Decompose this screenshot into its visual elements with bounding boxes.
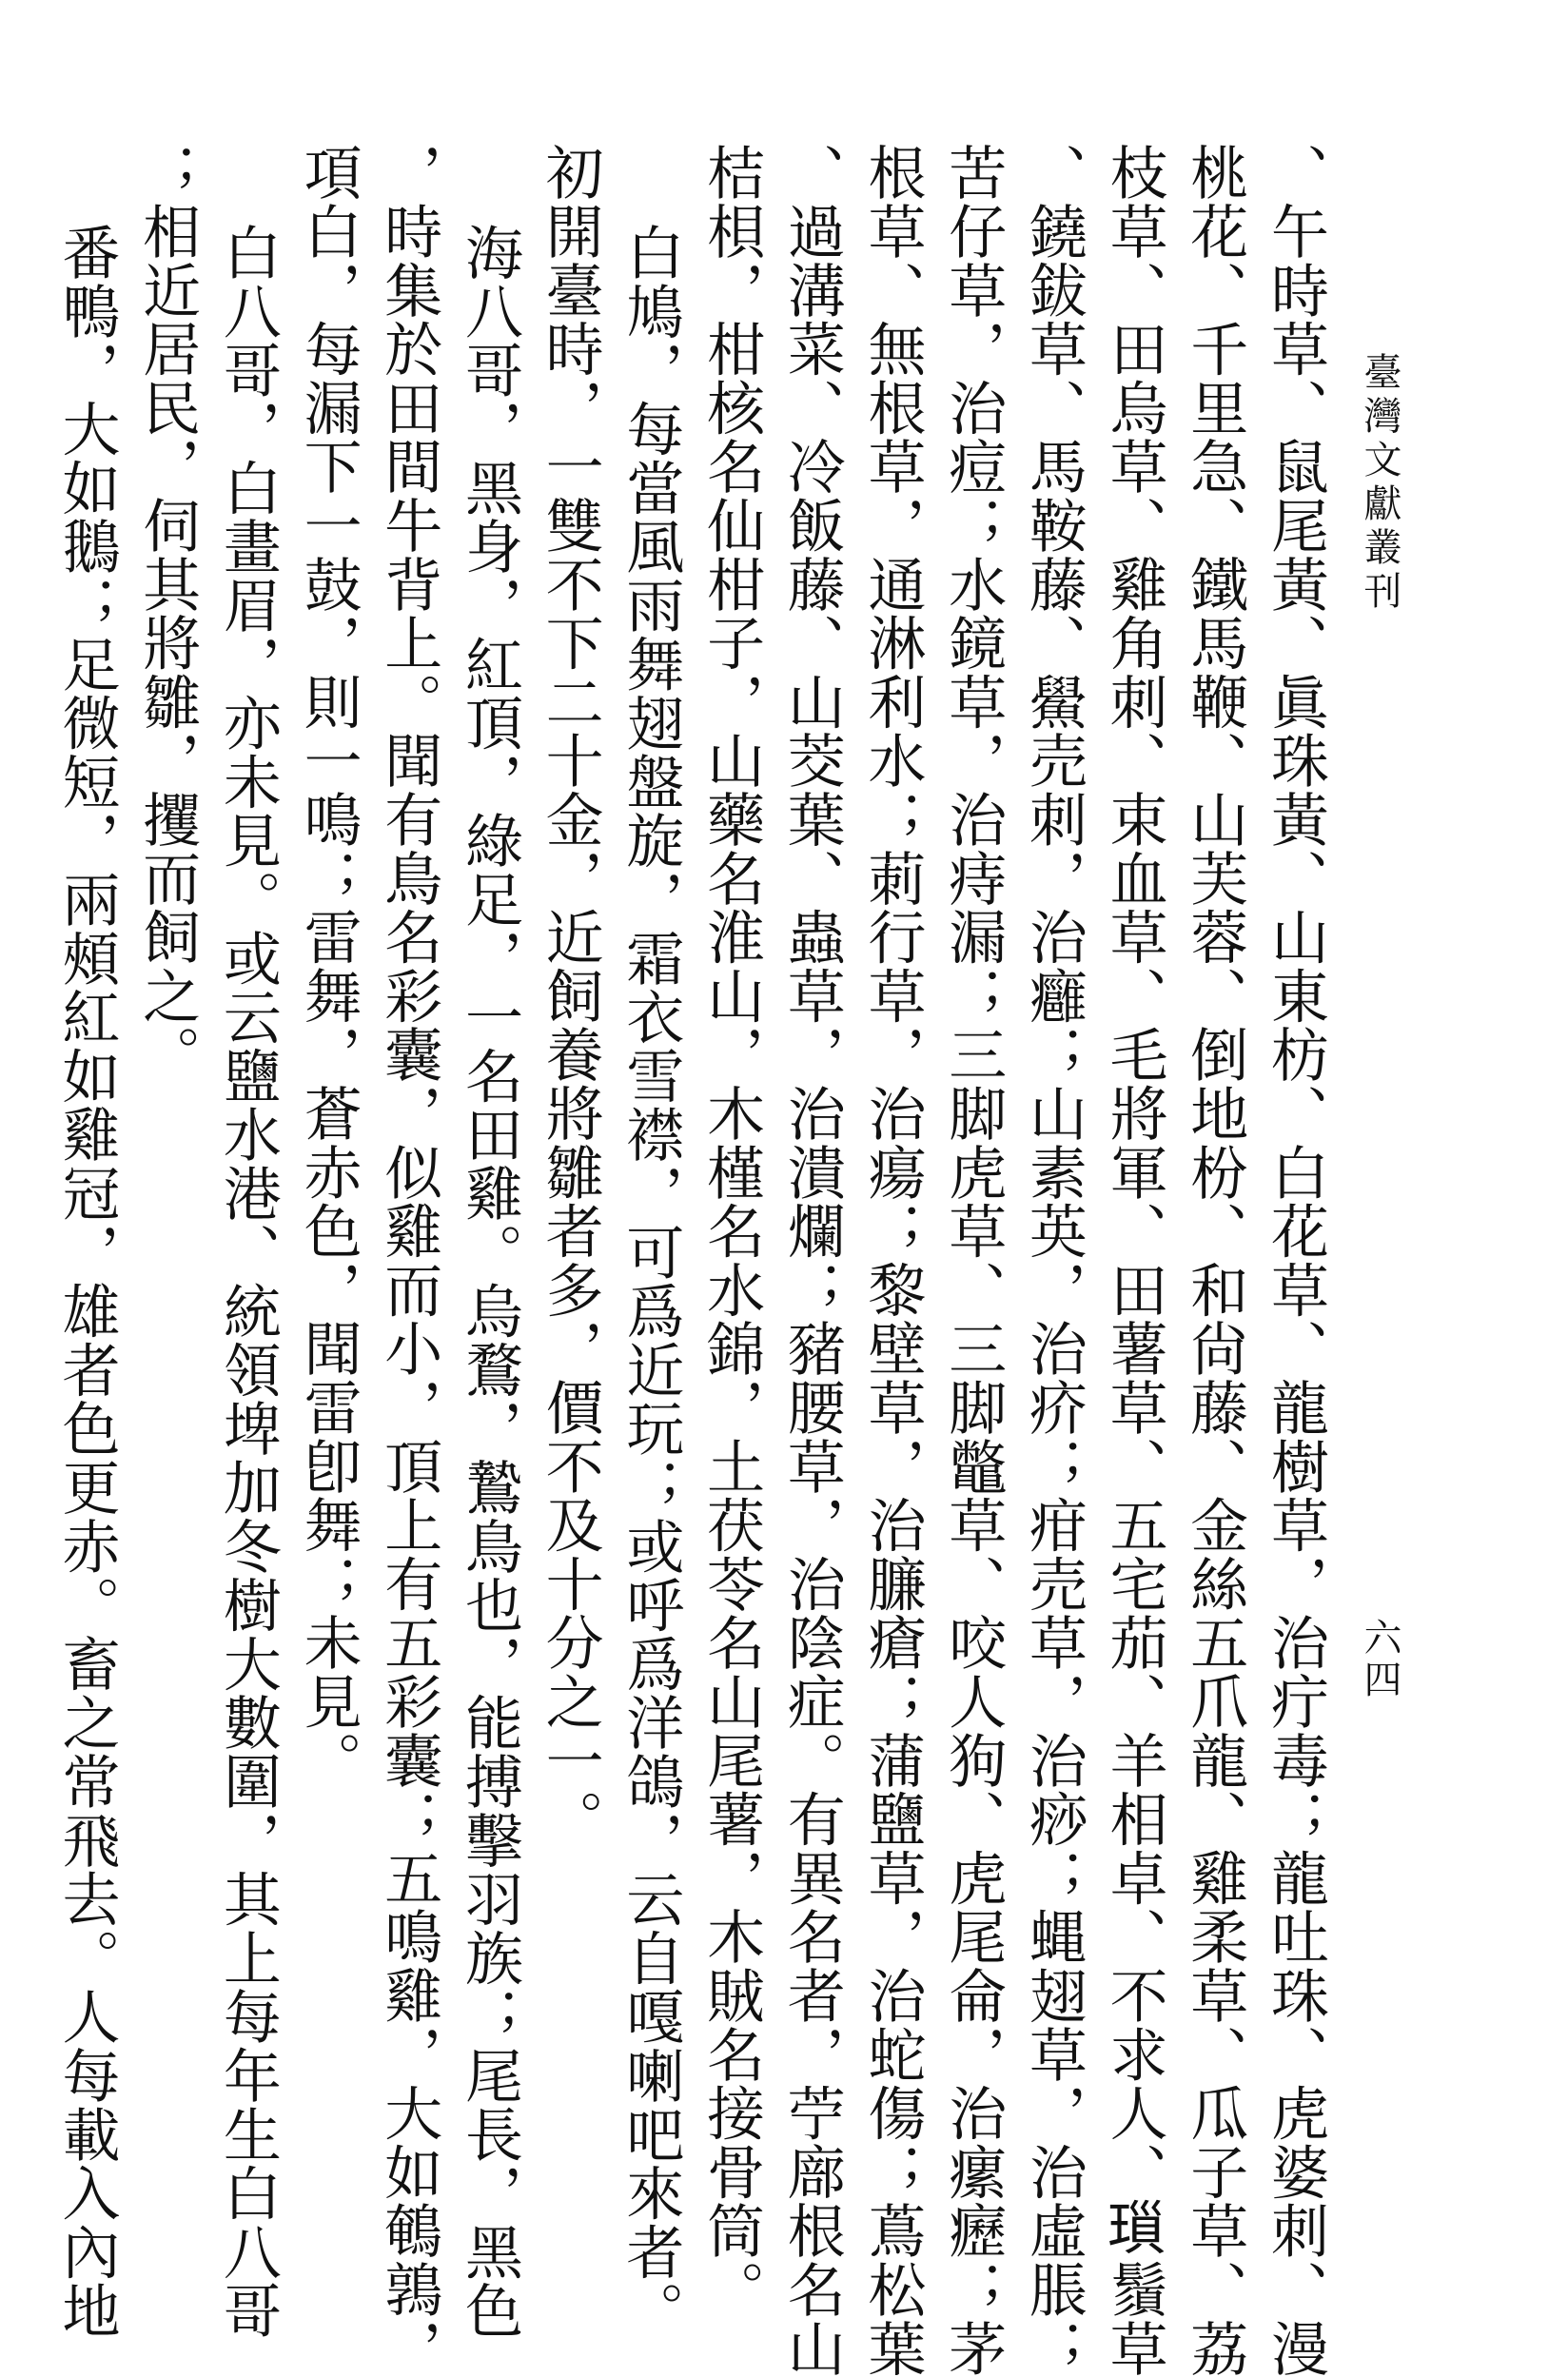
text-column: 白鳩，每當風雨舞翅盤旋，霜衣雪襟，可爲近玩；或呼爲洋鴿，云自嘎喇吧來者。 (617, 223, 685, 2340)
text-column: 根草、無根草，通淋利水；莿行草，治瘍；黎壁草，治臁瘡；蒲鹽草，治蛇傷；蔦松葉 (858, 143, 927, 2377)
text-column: 白八哥，白畫眉，亦未見。或云鹽水港、統領埤加冬樹大數圍，其上每年生白八哥 (213, 223, 282, 2340)
text-column: 桃花、千里急、鐵馬鞭、山芙蓉、倒地枌、和尙藤、金絲五爪龍、雞柔草、瓜子草、荔 (1181, 143, 1249, 2377)
text-column: ；相近居民，伺其將雛，攫而飼之。 (133, 143, 202, 1084)
text-column: 項白，每漏下一鼓，則一鳴；雷舞，蒼赤色，聞雷卽舞；未見。 (294, 143, 363, 1790)
text-column: 、午時草、鼠尾黃、眞珠黃、山東枋、白花草、龍樹草，治疔毒；龍吐珠、虎婆刺、漫 (1262, 143, 1329, 2377)
text-column: 枝草、田烏草、雞角刺、束血草、毛將軍、田薯草、五宅茄、羊相卓、不求人、𤨏鬚草 (1100, 143, 1168, 2377)
text-column: 、鐃鈸草、馬鞍藤、鱟売刺，治癰；山素英，治疥；疳売草，治痧；蝿翅草，治虛脹； (1019, 143, 1088, 2377)
text-column: ，時集於田間牛背上。聞有鳥名彩囊，似雞而小，頂上有五彩囊；五鳴雞，大如鵪鶉， (375, 143, 443, 2377)
running-header-title: 臺灣文獻叢刊 (1358, 352, 1401, 615)
body-text (52, 143, 1335, 2377)
text-column: 番鴨，大如鵝；足微短，兩頰紅如雞冠，雄者色更赤。畜之常飛去。人每載入內地 (52, 223, 121, 2340)
text-column: 、過溝菜、冷飯藤、山茭葉、蟲草，治潰爛；豬腰草，治陰症。有異名者，苧廍根名山 (777, 143, 846, 2377)
text-column: 苦仔草，治痘；水鏡草，治痔漏；三脚虎草、三脚鼈草、咬人狗、虎尾侖，治瘰癧；茅 (939, 143, 1008, 2377)
text-column: 桔梖，柑核名仙柑子，山藥名淮山，木槿名水錦，土茯苓名山尾薯，木賊名接骨筒。 (697, 143, 766, 2319)
text-column: 初開臺時，一雙不下二十金，近飼養將雛者多，價不及十分之一。 (536, 143, 604, 1849)
text-column: 海八哥，黑身，紅頂，綠足，一名田雞。烏鶩，鷙鳥也，能搏擊羽族；尾長，黑色 (455, 223, 523, 2340)
page-number: 六四 (1358, 1618, 1401, 1701)
